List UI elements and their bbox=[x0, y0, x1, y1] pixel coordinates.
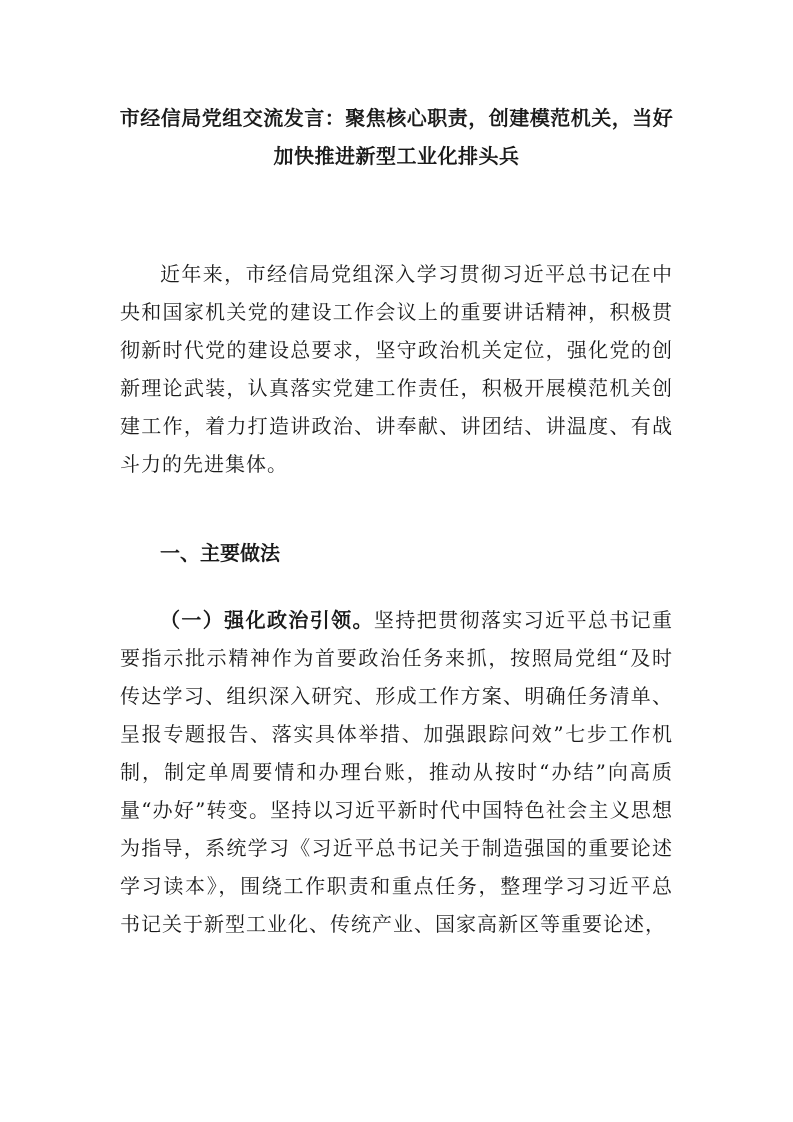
section-heading: 一、主要做法 bbox=[160, 541, 280, 565]
intro-paragraph: 近年来，市经信局党组深入学习贯彻习近平总书记在中央和国家机关党的建设工作会议上的重要讲话精神，积极贯彻新时代党的建设总要求，坚守政治机关定位，强化党的创新理论武装，认真落实党建工作责任，积极开展模范机关创建工作，着力打造讲政治、讲奉献、讲团结、讲温度、有战斗力的先进集体。 bbox=[120, 262, 673, 476]
document-title: 市经信局党组交流发言：聚焦核心职责，创建模范机关，当好加快推进新型工业化排头兵 bbox=[119, 106, 674, 168]
subsection-paragraph bbox=[120, 601, 673, 943]
subsection-lead: （一）强化政治引领。 bbox=[160, 608, 374, 632]
subsection-text: 坚持把贯彻落实习近平总书记重要指示批示精神作为首要政治任务来抓，按照局党组“及时传达学习、组织深入研究、形成工作方案、明确任务清单、呈报专题报告、落实具体举措、加强跟踪问效”七步工作机制，制定单周要情和办理台账，推动从按时“办结”向高质量“办好”转变。坚持以习近平新时代中国特色社会主义思想为指导，系统学习《习近平总书记关于制造强国的重要论述学习读本》，围绕工作职责和重点任务，整理学习习近平总书记关于新型工业化、传统产业、国家高新区等重要论述， bbox=[120, 608, 674, 936]
